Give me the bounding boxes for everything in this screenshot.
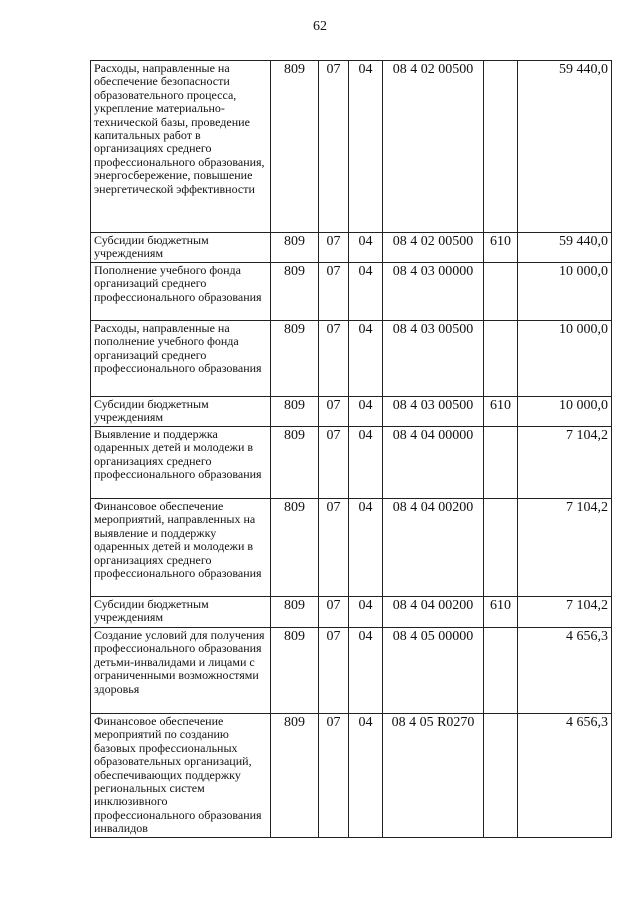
target-code: 08 4 04 00200 xyxy=(383,499,484,597)
admin-code: 809 xyxy=(271,714,319,838)
expense-name: Выявление и поддержка одаренных детей и молодежи в организациях среднего профессионального образования xyxy=(91,427,271,499)
target-code: 08 4 03 00500 xyxy=(383,321,484,397)
subsection-code: 04 xyxy=(349,714,383,838)
target-code: 08 4 05 00000 xyxy=(383,628,484,714)
subsection-code: 04 xyxy=(349,233,383,263)
expense-type-code xyxy=(484,263,518,321)
section-code: 07 xyxy=(319,499,349,597)
expense-type-code: 610 xyxy=(484,233,518,263)
table-row xyxy=(91,397,612,427)
target-code: 08 4 02 00500 xyxy=(383,61,484,233)
subsection-code: 04 xyxy=(349,321,383,397)
expense-type-code: 610 xyxy=(484,597,518,628)
target-code: 08 4 03 00500 xyxy=(383,397,484,427)
target-code: 08 4 03 00000 xyxy=(383,263,484,321)
expense-name: Субсидии бюджетным учреждениям xyxy=(91,233,271,263)
expense-name: Финансовое обеспечение мероприятий по созданию базовых профессиональных образовательных организаций, обеспечивающих поддержку региональных систем инклюзивного профессионального образования инвалидов xyxy=(91,714,271,838)
admin-code: 809 xyxy=(271,427,319,499)
admin-code: 809 xyxy=(271,597,319,628)
table-row xyxy=(91,714,612,838)
expense-name: Финансовое обеспечение мероприятий, направленных на выявление и поддержку одаренных детей и молодежи в организациях среднего профессионального образования xyxy=(91,499,271,597)
table-row xyxy=(91,263,612,321)
table-row xyxy=(91,427,612,499)
amount: 59 440,0 xyxy=(518,233,612,263)
section-code: 07 xyxy=(319,397,349,427)
amount: 10 000,0 xyxy=(518,321,612,397)
admin-code: 809 xyxy=(271,233,319,263)
expense-type-code: 610 xyxy=(484,397,518,427)
amount: 10 000,0 xyxy=(518,263,612,321)
amount: 7 104,2 xyxy=(518,597,612,628)
subsection-code: 04 xyxy=(349,397,383,427)
target-code: 08 4 04 00000 xyxy=(383,427,484,499)
expense-type-code xyxy=(484,427,518,499)
section-code: 07 xyxy=(319,628,349,714)
amount: 10 000,0 xyxy=(518,397,612,427)
target-code: 08 4 02 00500 xyxy=(383,233,484,263)
expense-name: Создание условий для получения профессионального образования детьми-инвалидами и лицами с ограниченными возможностями здоровья xyxy=(91,628,271,714)
section-code: 07 xyxy=(319,597,349,628)
section-code: 07 xyxy=(319,321,349,397)
expense-name: Пополнение учебного фонда организаций среднего профессионального образования xyxy=(91,263,271,321)
expense-name: Субсидии бюджетным учреждениям xyxy=(91,597,271,628)
expense-type-code xyxy=(484,714,518,838)
subsection-code: 04 xyxy=(349,263,383,321)
table-row xyxy=(91,628,612,714)
expense-name: Расходы, направленные на обеспечение безопасности образовательного процесса, укрепление материально-технической базы, проведение капитальных работ в организациях среднего профессионального образования, энергосбережение, повышение энергетической эффективности xyxy=(91,61,271,233)
budget-table xyxy=(90,60,612,838)
target-code: 08 4 04 00200 xyxy=(383,597,484,628)
amount: 4 656,3 xyxy=(518,714,612,838)
page-number: 62 xyxy=(313,19,327,34)
expense-type-code xyxy=(484,499,518,597)
expense-type-code xyxy=(484,321,518,397)
section-code: 07 xyxy=(319,714,349,838)
admin-code: 809 xyxy=(271,397,319,427)
expense-type-code xyxy=(484,61,518,233)
expense-type-code xyxy=(484,628,518,714)
amount: 4 656,3 xyxy=(518,628,612,714)
table-row xyxy=(91,499,612,597)
table-row xyxy=(91,233,612,263)
section-code: 07 xyxy=(319,263,349,321)
section-code: 07 xyxy=(319,427,349,499)
subsection-code: 04 xyxy=(349,597,383,628)
subsection-code: 04 xyxy=(349,499,383,597)
target-code: 08 4 05 R0270 xyxy=(383,714,484,838)
section-code: 07 xyxy=(319,61,349,233)
admin-code: 809 xyxy=(271,499,319,597)
subsection-code: 04 xyxy=(349,61,383,233)
amount: 7 104,2 xyxy=(518,427,612,499)
table-row xyxy=(91,321,612,397)
section-code: 07 xyxy=(319,233,349,263)
table-row xyxy=(91,597,612,628)
amount: 59 440,0 xyxy=(518,61,612,233)
admin-code: 809 xyxy=(271,263,319,321)
expense-name: Расходы, направленные на пополнение учебного фонда организаций среднего профессионального образования xyxy=(91,321,271,397)
admin-code: 809 xyxy=(271,321,319,397)
table-row xyxy=(91,61,612,233)
subsection-code: 04 xyxy=(349,427,383,499)
admin-code: 809 xyxy=(271,628,319,714)
admin-code: 809 xyxy=(271,61,319,233)
subsection-code: 04 xyxy=(349,628,383,714)
expense-name: Субсидии бюджетным учреждениям xyxy=(91,397,271,427)
amount: 7 104,2 xyxy=(518,499,612,597)
